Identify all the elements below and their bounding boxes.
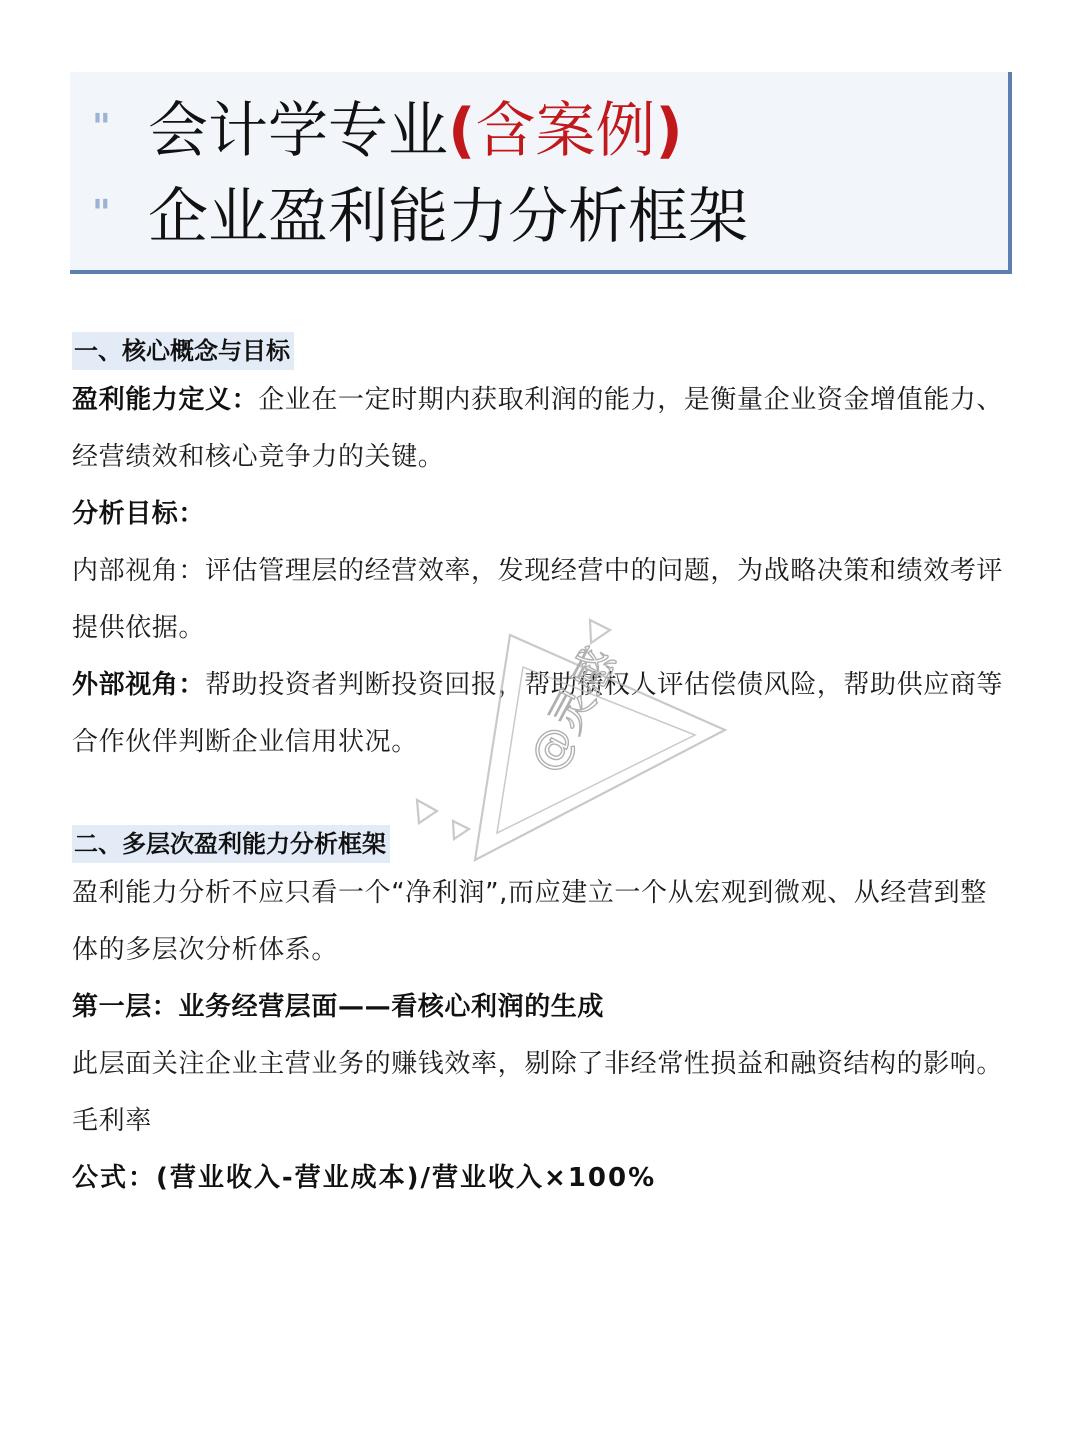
title-banner bbox=[70, 72, 1012, 274]
external-paragraph bbox=[72, 657, 1012, 771]
quote-mark-icon: " bbox=[92, 193, 111, 234]
title-accent: 含案例 bbox=[475, 96, 656, 166]
external-label: 外部视角： bbox=[72, 670, 206, 700]
title-text-1 bbox=[148, 88, 683, 174]
internal-text: 评估管理层的经营效率，发现经营中的问题，为战略决策和绩效考评提供依据。 bbox=[72, 556, 1004, 643]
goal-label: 分析目标： bbox=[72, 499, 206, 529]
internal-paragraph bbox=[72, 543, 1012, 657]
title-text-2: 企业盈利能力分析框架 bbox=[148, 182, 748, 252]
title-paren-close: ) bbox=[655, 96, 683, 166]
definition-text: 企业在一定时期内获取利润的能力，是衡量企业资金增值能力、经营绩效和核心竞争力的关键。 bbox=[72, 385, 1004, 472]
layer1-title: 第一层：业务经营层面——看核心利润的生成 bbox=[72, 992, 605, 1022]
layer1-text: 此层面关注企业主营业务的赚钱效率，剔除了非经常性损益和融资结构的影响。 bbox=[72, 1049, 1004, 1079]
section-heading-1: 一、核心概念与目标 bbox=[72, 332, 294, 370]
section-heading-2: 二、多层次盈利能力分析框架 bbox=[72, 825, 390, 863]
definition-paragraph bbox=[72, 372, 1012, 486]
formula-line: 公式：(营业收入-营业成本)/营业收入×100% bbox=[72, 1163, 657, 1193]
watermark-text: @灵感 bbox=[519, 639, 627, 781]
quote-mark-icon: " bbox=[92, 107, 111, 148]
title-main: 会计学专业 bbox=[148, 96, 448, 166]
definition-label: 盈利能力定义： bbox=[72, 385, 259, 415]
article-body bbox=[72, 326, 1012, 1207]
metric-name: 毛利率 bbox=[72, 1106, 152, 1136]
internal-label: 内部视角： bbox=[72, 556, 206, 586]
external-text: 帮助投资者判断投资回报，帮助债权人评估偿债风险，帮助供应商等合作伙伴判断企业信用状况。 bbox=[72, 670, 1004, 757]
framework-intro: 盈利能力分析不应只看一个“净利润”,而应建立一个从宏观到微观、从经营到整体的多层次分析体系。 bbox=[72, 878, 987, 965]
title-paren-open: ( bbox=[448, 96, 476, 166]
section-spacer bbox=[72, 771, 1012, 819]
